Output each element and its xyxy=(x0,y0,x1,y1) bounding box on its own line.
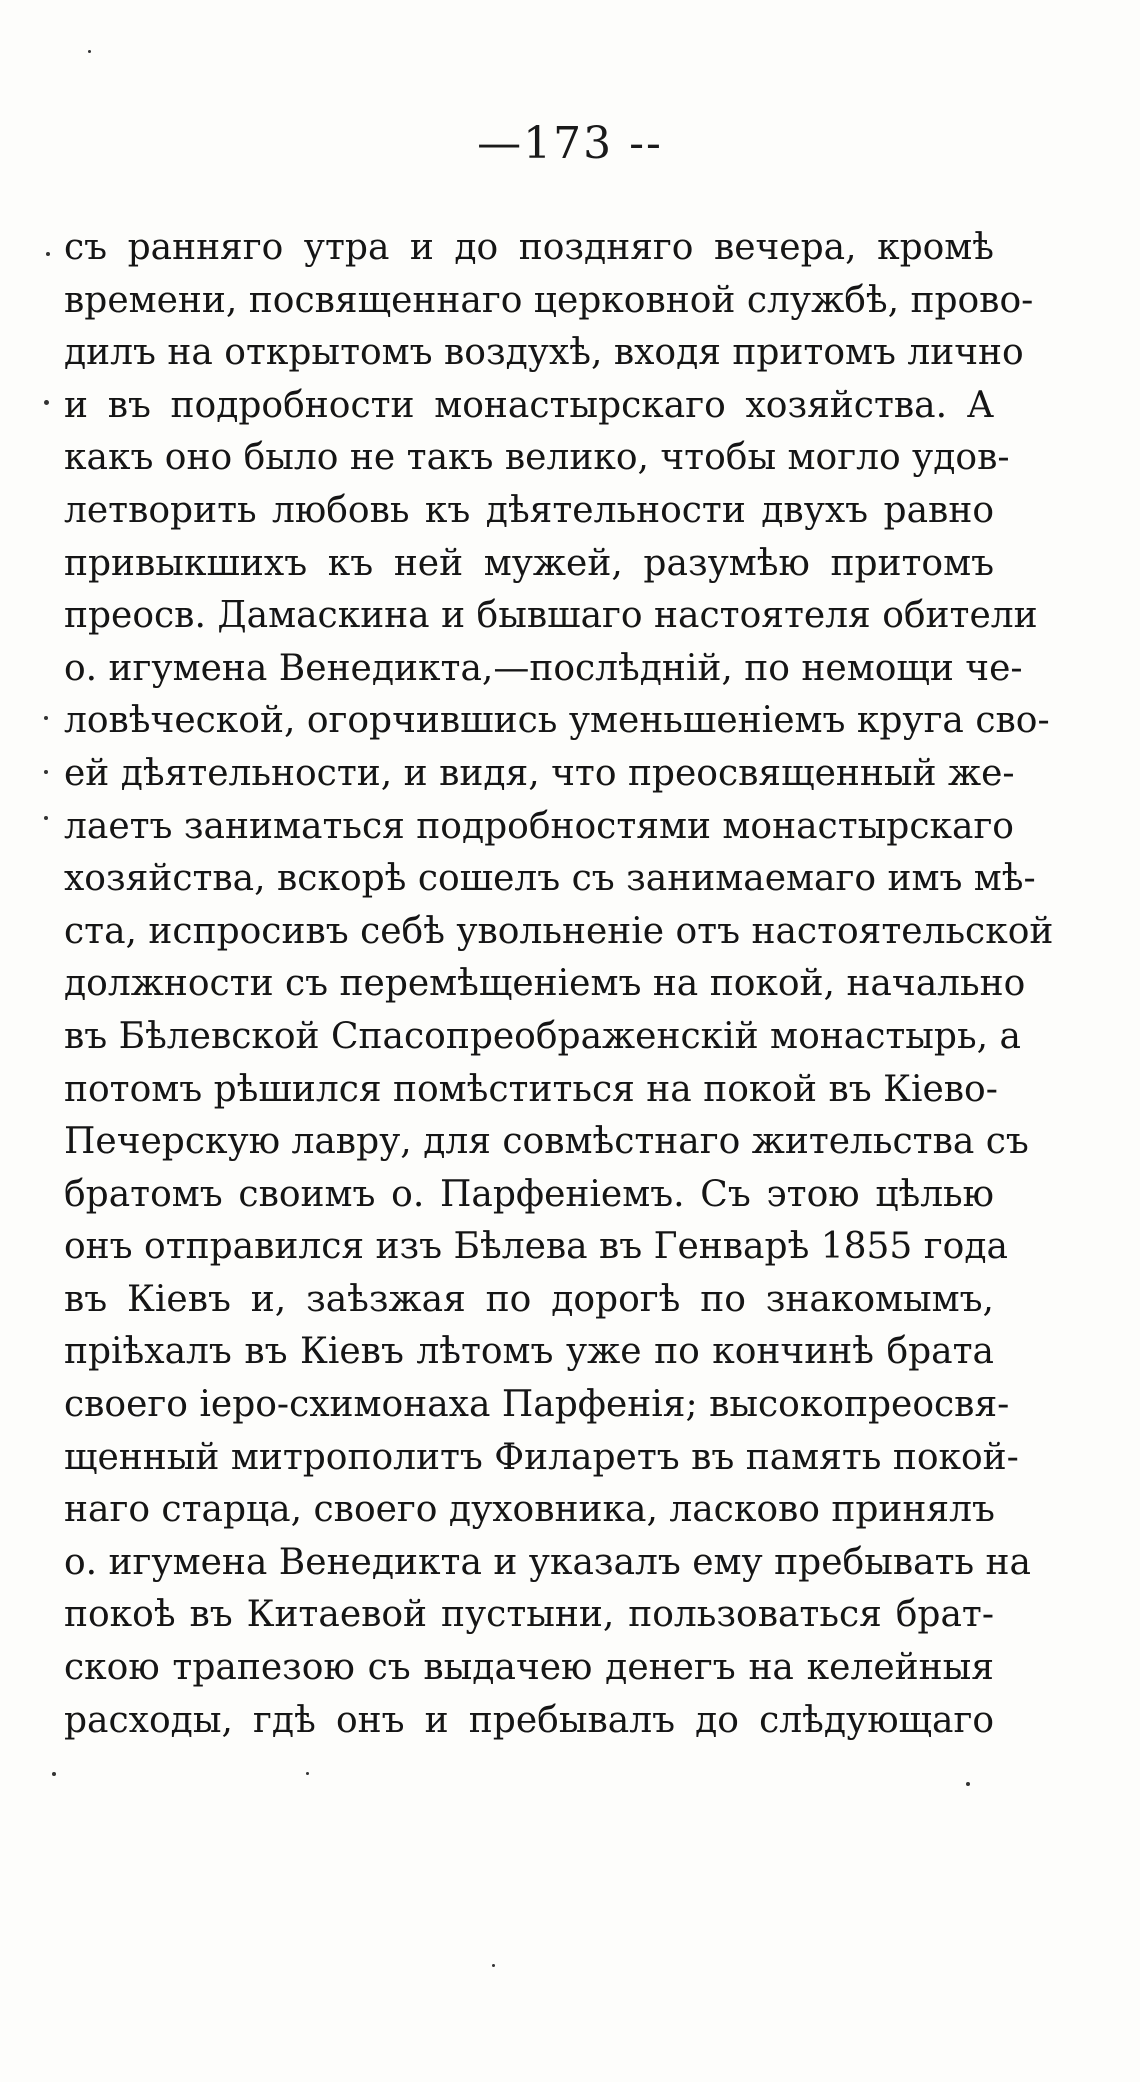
scan-speck xyxy=(88,50,91,53)
scan-speck xyxy=(966,1782,970,1786)
text-line: и въ подробности монастырскаго хозяйства. А xyxy=(64,384,994,426)
text-line: времени, посвященнаго церковной службѣ, прово- xyxy=(64,279,1034,321)
text-line: щенный митрополитъ Филаретъ въ память покой- xyxy=(64,1436,1019,1478)
text-line: наго старца, своего духовника, ласково принялъ xyxy=(64,1489,995,1531)
text-line: о. игумена Венедикта и указалъ ему пребывать на xyxy=(64,1541,1031,1583)
text-line: онъ отправился изъ Бѣлева въ Генварѣ 1855 года xyxy=(64,1226,1008,1268)
scan-speck xyxy=(44,770,48,774)
text-line: расходы, гдѣ онъ и пребывалъ до слѣдующаго xyxy=(64,1699,994,1741)
text-line: дилъ на открытомъ воздухѣ, входя притомъ лично xyxy=(64,332,1024,374)
text-line: пріѣхалъ въ Кіевъ лѣтомъ уже по кончинѣ брата xyxy=(64,1331,994,1373)
text-line: летворить любовь къ дѣятельности двухъ равно xyxy=(64,489,994,531)
text-line: какъ оно было не такъ велико, чтобы могло удов- xyxy=(64,437,1010,479)
scan-speck xyxy=(44,400,49,405)
text-line: покоѣ въ Китаевой пустыни, пользоваться брат- xyxy=(64,1594,994,1636)
text-line: братомъ своимъ о. Парфеніемъ. Съ этою цѣлью xyxy=(64,1173,994,1215)
text-line: должности съ перемѣщеніемъ на покой, начально xyxy=(64,963,1026,1005)
scan-speck xyxy=(46,252,50,256)
scan-speck xyxy=(306,1772,309,1775)
text-line: лаетъ заниматься подробностями монастырскаго xyxy=(64,805,1014,847)
text-line: о. игумена Венедикта,—послѣдній, по немощи че- xyxy=(64,647,1023,689)
scan-speck xyxy=(44,816,48,820)
text-line: ей дѣятельности, и видя, что преосвященный же- xyxy=(64,752,1015,794)
text-line: съ ранняго утра и до поздняго вечера, кромѣ xyxy=(64,227,994,268)
text-line: въ Кіевъ и, заѣзжая по дорогѣ по знакомымъ, xyxy=(64,1278,994,1320)
text-line: преосв. Дамаскина и бывшаго настоятеля обители xyxy=(64,595,1038,637)
scan-speck xyxy=(492,1964,495,1967)
text-line: ловѣческой, огорчившись уменьшеніемъ круга сво- xyxy=(64,700,1050,742)
text-line: привыкшихъ къ ней мужей, разумѣю притомъ xyxy=(64,542,994,584)
body-text xyxy=(64,222,1054,1747)
text-line: ста, испросивъ себѣ увольненіе отъ настоятельской xyxy=(64,910,1054,952)
text-line: скою трапезою съ выдачею денегъ на келейныя xyxy=(64,1647,994,1689)
text-line: потомъ рѣшился помѣститься на покой въ Кіево- xyxy=(64,1068,998,1110)
scan-speck xyxy=(52,1772,56,1776)
text-line: Печерскую лавру, для совмѣстнаго жительства съ xyxy=(64,1121,1029,1163)
page-number: —173 -- xyxy=(477,118,663,169)
text-line: въ Бѣлевской Спасопреображенскій монастырь, а xyxy=(64,1015,1021,1057)
text-line: своего іеро-схимонаха Парфенія; высокопреосвя- xyxy=(64,1384,1010,1426)
text-line: хозяйства, вскорѣ сошелъ съ занимаемаго имъ мѣ- xyxy=(64,858,1036,900)
scan-speck xyxy=(44,716,48,720)
